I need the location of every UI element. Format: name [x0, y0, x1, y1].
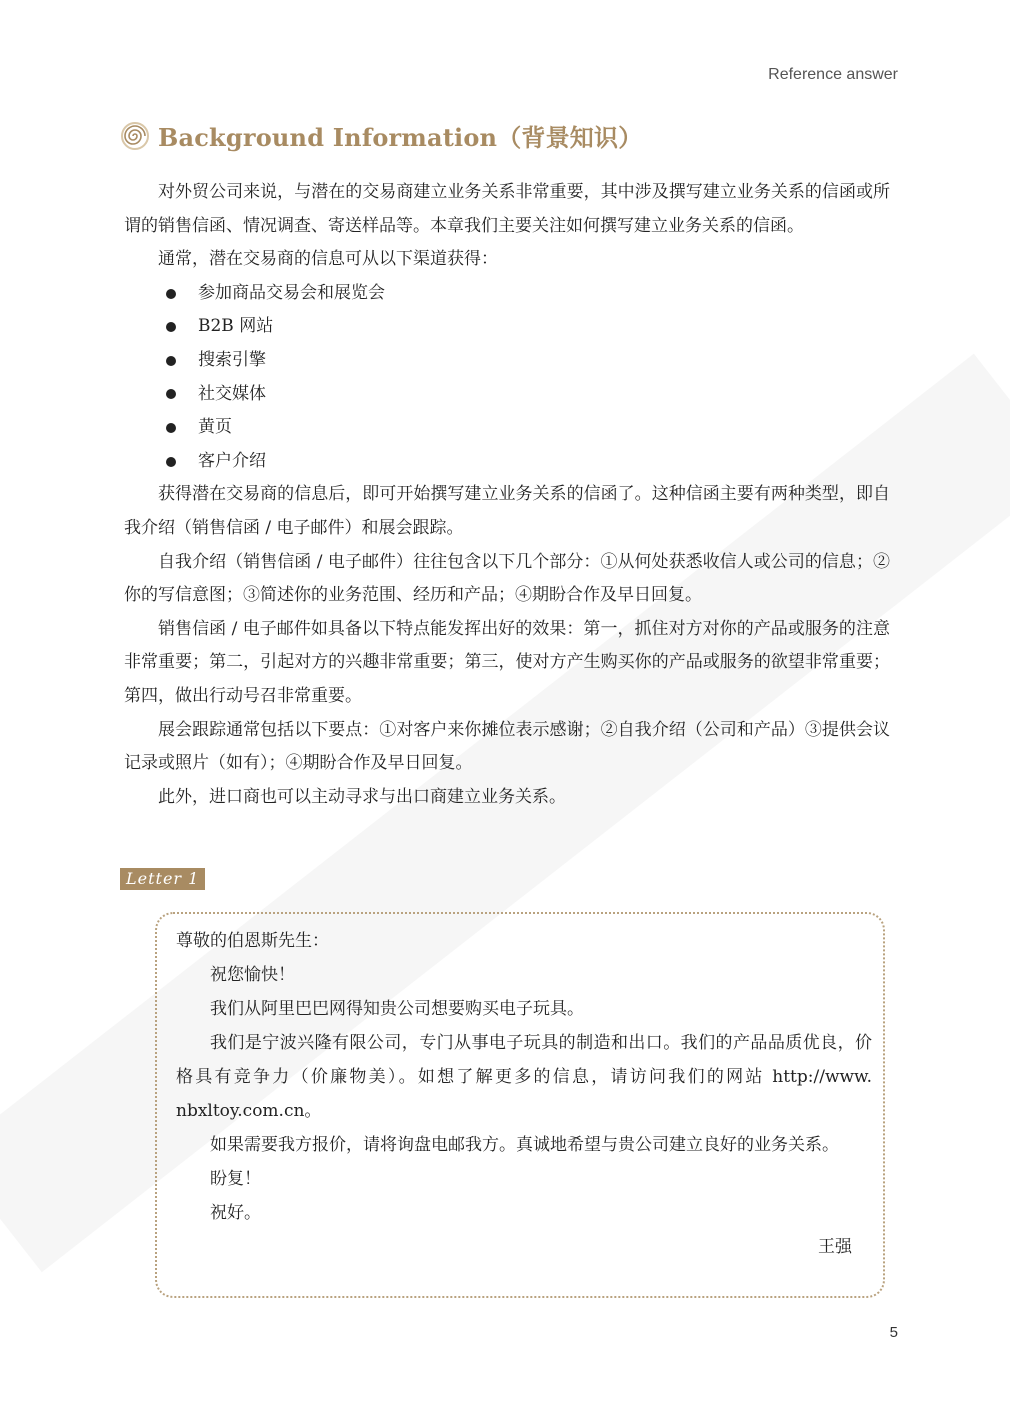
bullet-icon [166, 356, 176, 366]
letter-body-3: 如果需要我方报价，请将询盘电邮我方。真诚地希望与贵公司建立良好的业务关系。 [210, 1135, 839, 1155]
paragraph-intro: 对外贸公司来说，与潜在的交易商建立业务关系非常重要，其中涉及撰写建立业务关系的信函或所谓的销售信函、情况调查、寄送样品等。本章我们主要关注如何撰写建立业务关系的信函。 [124, 182, 890, 236]
bullet-icon [166, 423, 176, 433]
list-item-label: 黄页 [198, 417, 232, 438]
section-title: Background Information（背景知识） [158, 123, 643, 152]
list-item-label: 搜索引擎 [198, 349, 266, 370]
letter-closing-1: 盼复！ [210, 1169, 261, 1189]
letter-closing-2: 祝好。 [210, 1203, 261, 1223]
spiral-icon [120, 121, 150, 151]
list-item [124, 344, 890, 378]
list-item-label: 客户介绍 [198, 450, 266, 471]
bullet-icon [166, 322, 176, 332]
letter-content [176, 924, 872, 1264]
list-item [124, 310, 890, 344]
channel-list [124, 277, 890, 479]
list-item-label: 社交媒体 [198, 383, 266, 404]
paragraph-channels-intro: 通常，潜在交易商的信息可从以下渠道获得： [158, 249, 498, 270]
letter-salutation: 尊敬的伯恩斯先生： [176, 931, 329, 951]
letter-signature: 王强 [818, 1237, 852, 1257]
paragraph-letter-types: 获得潜在交易商的信息后，即可开始撰写建立业务关系的信函了。这种信函主要有两种类型，即自我介绍（销售信函 / 电子邮件）和展会跟踪。 [124, 484, 890, 538]
list-item-label: B2B 网站 [198, 316, 274, 337]
paragraph-importers: 此外，进口商也可以主动寻求与出口商建立业务关系。 [158, 786, 566, 807]
paragraph-self-intro: 自我介绍（销售信函 / 电子邮件）往往包含以下几个部分：①从何处获悉收信人或公司的信息；②你的写信意图；③简述你的业务范围、经历和产品；④期盼合作及早日回复。 [124, 551, 890, 606]
letter-greeting: 祝您愉快！ [210, 965, 295, 985]
bullet-icon [166, 389, 176, 399]
list-item [124, 378, 890, 412]
running-header: Reference answer [768, 66, 898, 83]
letter-body-2: 我们是宁波兴隆有限公司，专门从事电子玩具的制造和出口。我们的产品品质优良，价格具有竞争力（价廉物美）。如想了解更多的信息，请访问我们的网站 http://www. nbxltoy.com.cn。 [176, 1033, 872, 1121]
list-item [124, 445, 890, 479]
list-item [124, 277, 890, 311]
list-item [124, 411, 890, 445]
bullet-icon [166, 289, 176, 299]
letter-tag: Letter 1 [120, 868, 205, 890]
page-number: 5 [889, 1324, 898, 1341]
letter-body-1: 我们从阿里巴巴网得知贵公司想要购买电子玩具。 [210, 999, 584, 1019]
paragraph-fair-followup: 展会跟踪通常包括以下要点：①对客户来你摊位表示感谢；②自我介绍（公司和产品）③提供会议记录或照片（如有）；④期盼合作及早日回复。 [124, 719, 890, 774]
list-item-label: 参加商品交易会和展览会 [198, 282, 385, 303]
paragraph-sales-letter: 销售信函 / 电子邮件如具备以下特点能发挥出好的效果：第一，抓住对方对你的产品或服务的注意非常重要；第二，引起对方的兴趣非常重要；第三，使对方产生购买你的产品或服务的欲望非常重要；第四，做出行动号召非常重要。 [124, 618, 890, 706]
section-heading [120, 118, 642, 153]
bullet-icon [166, 457, 176, 467]
background-content [124, 176, 890, 814]
